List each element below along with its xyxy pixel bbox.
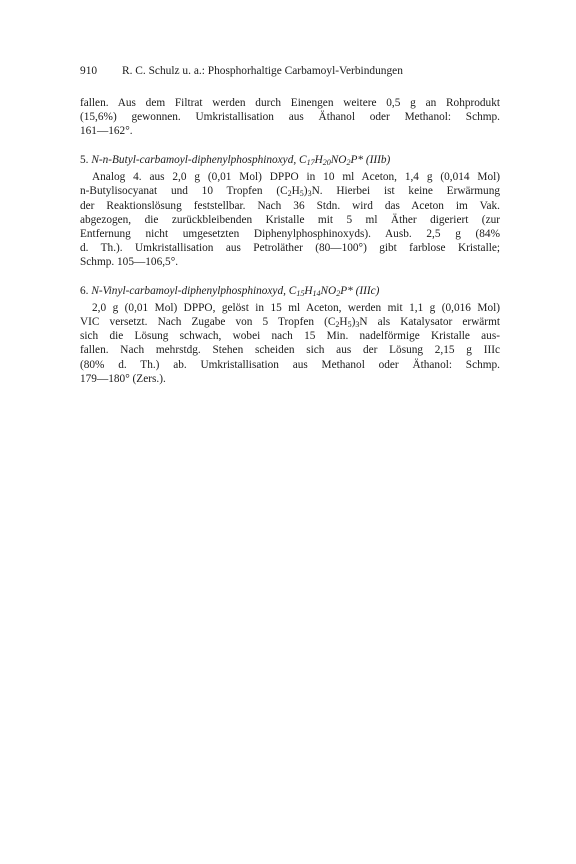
text-line: VIC versetzt. Nach Zugabe von 5 Tropfen $(C_2H_5)_3N$ als Katalysator erwärmt: [80, 316, 500, 330]
text-line: (15,6%) gewonnen. Umkristallisation aus Äthanol oder Methanol: Schmp.: [80, 111, 500, 124]
text-line: abgezogen, die zurückbleibenden Kristalle mit 5 ml Äther digeriert (zur: [80, 213, 500, 226]
section-label: (IIIb): [365, 154, 391, 167]
section-heading-5: [80, 153, 500, 167]
text-line: Analog 4. aus 2,0 g (0,01 Mol) DPPO in 10 ml Aceton, 1,4 g (0,014 Mol): [92, 171, 500, 184]
text-line: 2,0 g (0,01 Mol) DPPO, gelöst in 15 ml Aceton, werden mit 1,1 g (0,016 Mol): [92, 302, 500, 315]
text-line: fallen. Nach mehrstdg. Stehen scheiden sich aus der Lösung 2,15 g IIIc: [80, 344, 500, 357]
section-number: 6.: [80, 285, 89, 298]
section-6-paragraph: [80, 301, 500, 386]
text-line: der Reaktionslösung feststellbar. Nach 36 Stdn. wird das Aceton im Vak.: [80, 199, 500, 212]
section-heading-6: [80, 284, 500, 298]
section-title: N-n-Butyl-carbamoyl-diphenylphosphinoxyd,: [91, 154, 297, 167]
text-line: 179—180° (Zers.).: [80, 372, 166, 385]
running-title: R. C. Schulz u. a.: Phosphorhaltige Carbamoyl-Verbindungen: [122, 65, 403, 77]
section-title: N-Vinyl-carbamoyl-diphenylphosphinoxyd,: [91, 285, 286, 298]
page-number: 910: [80, 65, 98, 77]
text-line: Entfernung nicht umgesetzten Diphenylphosphinoxyds). Ausb. 2,5 g (84%: [80, 227, 500, 240]
text-line: Schmp. 105—106,5°.: [80, 255, 179, 268]
page: [80, 64, 500, 386]
text-line: sich die Lösung schwach, wobei nach 15 Min. nadelförmige Kristalle aus-: [80, 330, 500, 343]
intro-paragraph: [80, 96, 500, 138]
text-line: (80% d. Th.) ab. Umkristallisation aus Methanol oder Äthanol: Schmp.: [80, 358, 500, 371]
section-label: (IIIc): [355, 285, 380, 298]
running-header: [80, 64, 500, 78]
section-5-paragraph: [80, 170, 500, 269]
text-line: fallen. Aus dem Filtrat werden durch Einengen weitere 0,5 g an Rohprodukt: [80, 97, 500, 109]
section-formula: $C_{17}H_{20}NO_2P*$: [299, 154, 363, 168]
text-line: d. Th.). Umkristallisation aus Petroläther (80—100°) gibt farblose Kristalle;: [80, 241, 500, 254]
text-line: 161—162°.: [80, 125, 133, 138]
section-formula: $C_{15}H_{14}NO_2P*$: [288, 285, 353, 299]
text-line: n-Butylisocyanat und 10 Tropfen $(C_2H_5)_3N$. Hierbei ist keine Erwärmung: [80, 185, 500, 199]
section-number: 5.: [80, 154, 89, 167]
